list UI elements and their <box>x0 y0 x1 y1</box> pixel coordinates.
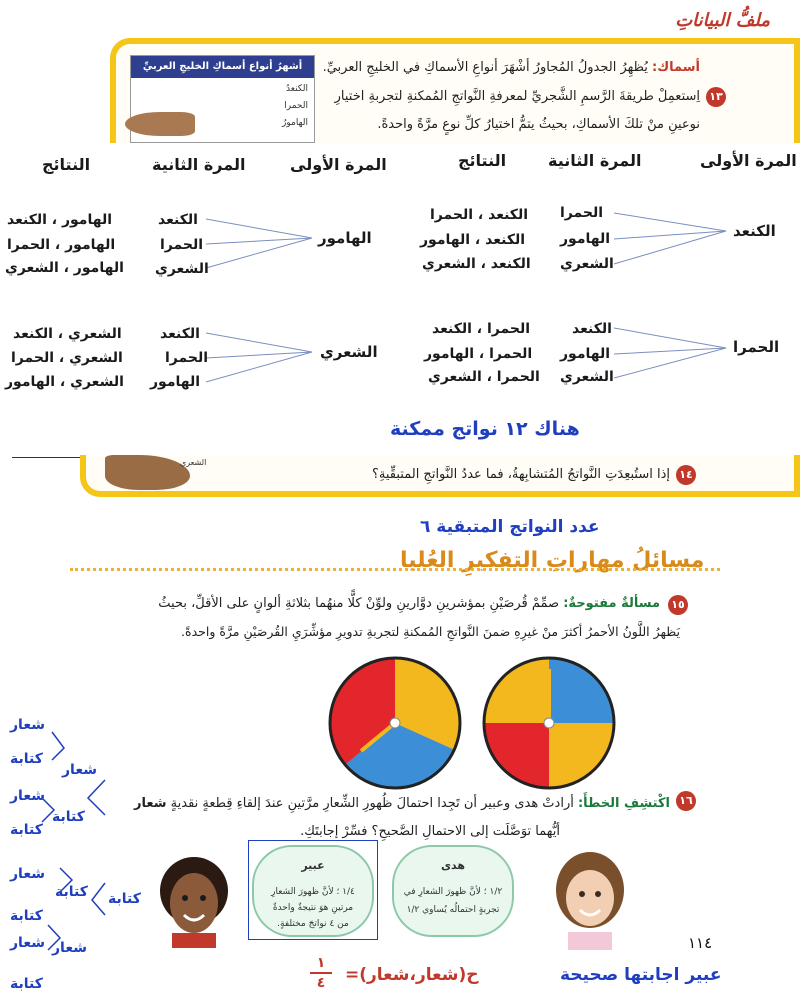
question-label: مسألةٌ مفتوحةٌ: <box>563 596 660 611</box>
tree-root: الحمرا <box>733 338 780 356</box>
question-line: نوعينِ منْ تلكَ الأسماكِ، بحيثُ يتمُّ اختيارُ كلِّ نوعٍ مرَّةً واحدةً. <box>377 117 700 132</box>
question-line: اِستعمِلْ طريقةَ الرَّسمِ الشَّجريِّ لمعرفةِ النَّواتجِ المُمكنةِ لتجربةِ اختيارِ <box>334 89 700 104</box>
question-line: أيُّهما توَصَّلَت إلى الاحتمالِ الصَّحيحِ؟ فسِّرْ إجابتَكِ. <box>300 824 560 839</box>
tree-root: الكنعد <box>733 222 776 240</box>
tree-node: الحمرا <box>165 350 209 366</box>
tree-outcome: الشعري ، الهامور <box>5 374 124 390</box>
coin-tails: كتابة <box>10 751 43 767</box>
question-text: إذا استُبعِدَتِ النَّواتجُ المُتشابِهةُ، فما عددُ النَّواتجِ المتبقِّيةِ؟ <box>372 467 670 482</box>
tree-outcome: الهامور ، الكنعد <box>7 212 113 228</box>
bubble-line: ١/٤ ؛ لأنَّ ظهورَ الشعارِ <box>271 887 355 897</box>
tree-outcome: الهامور ، الشعري <box>5 260 124 276</box>
tree-node: الكنعد <box>158 212 198 228</box>
tree-node: الشعري <box>560 256 614 272</box>
page-number: ١١٤ <box>688 934 713 952</box>
question-label: أسماك: <box>652 60 700 75</box>
section-title: ملفُّ البياناتِ <box>675 10 770 31</box>
tree-node: الشعري <box>155 261 209 277</box>
tree-outcome: الشعري ، الحمرا <box>11 350 123 366</box>
answer-14: عدد النواتج المتبقية ٦ <box>420 517 600 537</box>
coin-tails: كتابة <box>52 809 85 825</box>
tree-outcome: الحمرا ، الهامور <box>424 346 533 362</box>
final-answer: عبير اجابتها صحيحة <box>560 965 722 985</box>
dotted-divider <box>70 568 720 571</box>
coin-tails: كتابة <box>10 976 43 992</box>
table-row: الهامورُ <box>282 118 308 128</box>
tree-outcome: الحمرا ، الكنعد <box>432 321 531 337</box>
avatar-abeer <box>148 853 240 948</box>
question-line: يُظهِرُ الجدولُ المُجاورُ أشْهَرَ أنواعِ الأسماكِ في الخليجِ العربيِّ. <box>322 60 648 75</box>
fraction-denominator: ٤ <box>316 975 326 991</box>
coin-heads: شعار <box>62 762 97 778</box>
header-outcomes: النتائج <box>42 155 91 174</box>
speech-bubble-huda <box>392 845 514 937</box>
question-text <box>134 796 670 811</box>
question-line: يَظهرُ اللَّونُ الأحمرُ أكثرَ منْ غيرِهِ ضمنَ النَّواتجِ المُمكنةِ لتجربةِ تدويرِ مؤشِّرَيِ القُرصَيْنِ مرَّةً واحدةً. <box>181 624 680 639</box>
fraction-numerator: ١ <box>316 955 326 971</box>
table-title: أشهرُ أنواع أسماكِ الخليجِ العربيِّ <box>131 56 314 78</box>
question-text <box>158 596 660 611</box>
question-line: أرادتْ هدى وعبير أن تَجِدا احتمالَ ظُهورِ الشِّعارِ مرَّتينِ عندَ إلقاءِ قِطعةٍ نقديةٍ <box>170 796 574 811</box>
tree-outcome: الكنعد ، الحمرا <box>430 207 529 223</box>
tree-node: الحمرا <box>560 205 604 221</box>
fraction <box>310 955 332 991</box>
tree-node: الهامور <box>150 374 201 390</box>
coin-heads: شعار <box>10 935 45 951</box>
tree-root: الشعري <box>320 343 378 361</box>
coin-tails: كتابة <box>55 884 88 900</box>
table-row: الكنعدُ <box>286 84 308 94</box>
margin-word: شعار <box>134 796 167 811</box>
coin-tails: كتابة <box>108 891 141 907</box>
question-number: ١٤ <box>676 465 696 485</box>
coin-heads: شعار <box>10 717 45 733</box>
coin-heads: شعار <box>52 940 87 956</box>
question-number: ١٣ <box>706 87 726 107</box>
question-label: اكْتشِفِ الخطأَ: <box>577 796 670 811</box>
bubble-line: ١/٢ ؛ لأنَّ ظهورَ الشعارِ في <box>403 887 503 897</box>
total-outcomes: هناك ١٢ نواتج ممكنة <box>390 418 580 440</box>
tree-outcome: الكنعد ، الهامور <box>420 232 526 248</box>
tree-outcome: الكنعد ، الشعري <box>422 256 531 272</box>
question-number: ١٦ <box>676 791 696 811</box>
hots-title: مسائلُ مهاراتِ التفكيرِ العُليا <box>400 548 705 573</box>
header-second: المرة الثانية <box>152 155 246 174</box>
question-number: ١٥ <box>668 595 688 615</box>
question-text <box>323 60 700 75</box>
coin-heads: شعار <box>10 866 45 882</box>
bubble-line: تجربةٍ احتمالُه يُساوي ١/٢ <box>406 905 500 915</box>
bubble-line: من ٤ نواتجَ مختلفةٍ. <box>277 919 349 929</box>
tree-outcome: الشعري ، الكنعد <box>13 326 122 342</box>
header-first: المرة الأولى <box>290 155 387 174</box>
tree-node: الهامور <box>560 231 611 247</box>
tree-node: الهامور <box>560 346 611 362</box>
speaker-name: هدى <box>440 859 466 872</box>
final-probability: ح(شعار،شعار)= <box>345 965 479 985</box>
speaker-name: عبير <box>301 859 325 872</box>
coin-tails: كتابة <box>10 908 43 924</box>
fish-illustration <box>125 112 195 136</box>
header-first: المرة الأولى <box>700 151 797 170</box>
table-row: الشعري <box>180 458 207 467</box>
tree-branches <box>0 143 800 455</box>
tree-root: الهامور <box>318 229 372 247</box>
tree-node: الشعري <box>560 369 614 385</box>
fraction-bar <box>310 972 332 974</box>
tree-node: الكنعد <box>160 326 200 342</box>
tree-outcome: الحمرا ، الشعري <box>428 369 540 385</box>
coin-heads: شعار <box>10 788 45 804</box>
avatar-huda <box>548 850 633 950</box>
table-row: الحمرا <box>284 101 308 111</box>
bubble-line: مرتينِ هوَ نتيجةٌ واحدةٌ <box>272 903 354 913</box>
coin-tails: كتابة <box>10 822 43 838</box>
spinner-left <box>327 655 463 791</box>
speech-bubble-abeer <box>252 845 374 937</box>
header-outcomes: النتائج <box>458 151 507 170</box>
header-second: المرة الثانية <box>548 151 642 170</box>
tree-outcome: الهامور ، الحمرا <box>7 237 116 253</box>
question-line: صمِّمْ قُرصَيْنِ بمؤشرينِ دوَّارينِ ولوِّنْ كلًّا منهُما بثلاثةِ ألوانٍ على الأقلِّ، بحيثُ <box>158 596 560 611</box>
tree-node: الكنعد <box>572 321 612 337</box>
spinner-right <box>481 655 617 791</box>
tree-node: الحمرا <box>160 237 204 253</box>
